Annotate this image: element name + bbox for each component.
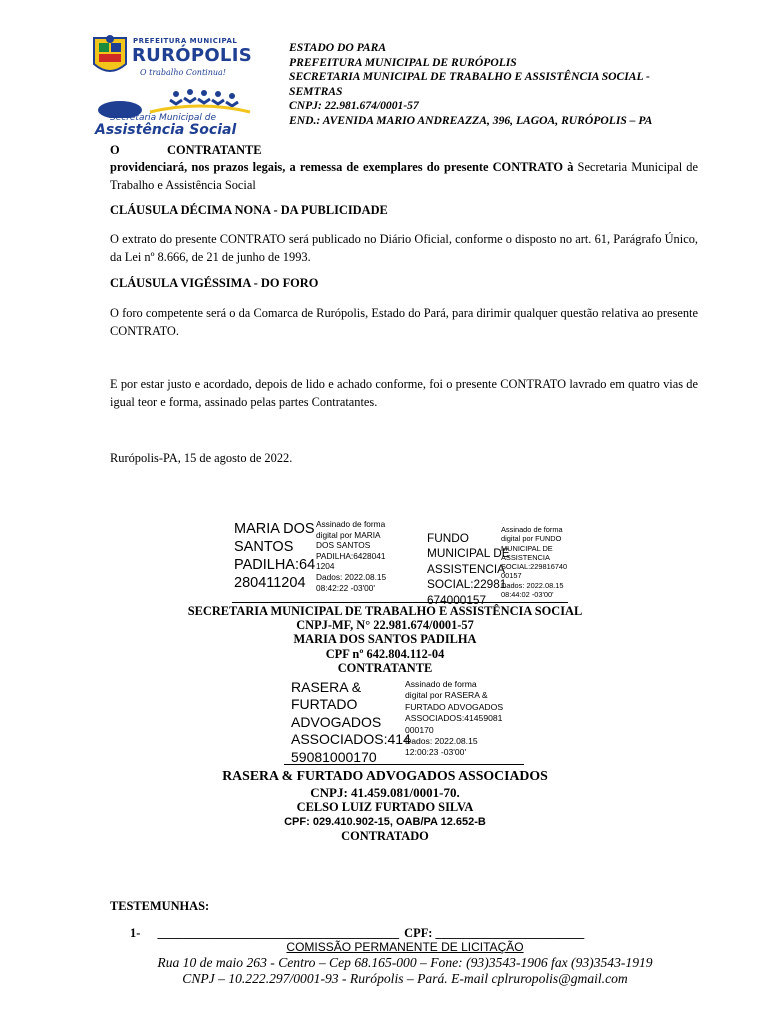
witness-number: 1- (130, 926, 141, 940)
sig-detail-line: Assinado de forma (316, 519, 386, 529)
signer-name-line: FURTADO (291, 696, 358, 713)
letterhead-line: END.: AVENIDA MARIO ANDREAZZA, 396, LAGOA, RURÓPOLIS – PA (289, 113, 653, 127)
sig-detail-line: ASSISTENCIA (501, 552, 550, 562)
signer-name-line: MUNICIPAL DE (427, 546, 510, 561)
contratante-label: CONTRATANTE (167, 143, 262, 157)
contratante-line: CNPJ-MF, N° 22.981.674/0001-57 (296, 618, 474, 633)
footer-commission: COMISSÃO PERMANENTE DE LICITAÇÃO (286, 940, 524, 954)
o-label: O (110, 143, 120, 157)
letterhead-line: CNPJ: 22.981.674/0001-57 (289, 99, 419, 113)
sig-detail-line: Dados: 2022.08.15 (316, 571, 387, 582)
assistencia-logo-line1: Secretaria Municipal de (110, 113, 217, 123)
footer-contact: CNPJ – 10.222.297/0001-93 - Rurópolis – Pará. E-mail cplruropolis@gmail.com (182, 971, 628, 986)
remessa-rest-text: Secretaria Municipal de Trabalho e Assistência Social (110, 160, 698, 192)
sig-detail-line: digital por MARIA (316, 529, 381, 540)
contratado-role: CONTRATADO (341, 829, 429, 843)
signature-maria (234, 520, 315, 592)
sig-detail-line: 08:44:02 -03'00' (501, 590, 554, 600)
witness-line-1 (130, 926, 584, 941)
signature-fundo (427, 531, 510, 608)
sig-detail-line: 1204 (316, 561, 335, 572)
date-line: Rurópolis-PA, 15 de agosto de 2022. (110, 451, 293, 465)
testemunhas-title: TESTEMUNHAS: (110, 899, 210, 913)
prefeitura-logo (90, 34, 250, 82)
sig-detail-line: Assinado de forma (501, 525, 563, 534)
contratante-line: MARIA DOS SANTOS PADILHA (293, 632, 477, 647)
sig-detail-line: DOS SANTOS (316, 540, 371, 551)
sig-detail-line: Dados: 2022.08.15 (501, 580, 564, 590)
contratado-person: CELSO LUIZ FURTADO SILVA (296, 800, 474, 814)
sig-detail-line: digital por RASERA & (405, 690, 488, 701)
signature-rasera (291, 679, 411, 766)
signer-name-line: PADILHA:64 (234, 557, 316, 573)
signer-name-line: RASERA & (291, 679, 362, 695)
closing-paragraph: E por estar justo e acordado, depois de lido e achado conforme, foi o presente CONTRATO lavrado em quatro vias de igual teor e forma, assinado pelas partes Contratantes. (110, 377, 698, 409)
signer-name-line: 674000157 (427, 592, 487, 607)
letterhead-line: PREFEITURA MUNICIPAL DE RURÓPOLIS (289, 55, 517, 69)
sig-detail-line: Assinado de forma (405, 679, 477, 689)
sig-detail-line: 12:00:23 -03'00' (405, 747, 467, 758)
remessa-bold-text: providenciará, nos prazos legais, a remessa de exemplares do presente CONTRATO à (110, 160, 574, 174)
sig-detail-line: 000170 (405, 724, 434, 735)
sig-detail-line: PADILHA:6428041 (316, 550, 386, 561)
signature-line (284, 764, 524, 765)
witness-cpf-blank: ________________________ (435, 926, 585, 940)
signer-name-line: 280411204 (234, 575, 306, 591)
signer-name-line: MARIA DOS (234, 521, 315, 537)
sig-detail-line: Dados: 2022.08.15 (405, 736, 478, 747)
signer-name-line: ASSISTENCIA (427, 561, 506, 576)
sig-detail-line: SOCIAL:229816740 (501, 562, 568, 572)
signer-name-line: ADVOGADOS (291, 713, 382, 730)
sig-detail-line: MUNICIPAL DE (501, 543, 553, 553)
assistencia-logo-line2: Assistência Social (95, 122, 237, 138)
prefeitura-logo-slogan: O trabalho Continua! (140, 68, 227, 77)
clausula-20-title: CLÁUSULA VIGÉSSIMA - DO FORO (110, 276, 319, 290)
contratante-line: SECRETARIA MUNICIPAL DE TRABALHO E ASSISTÊNCIA SOCIAL (187, 604, 583, 618)
signature-fundo-details (501, 525, 567, 599)
remessa-paragraph (110, 158, 698, 194)
contratante-line: CONTRATANTE (337, 660, 433, 675)
clausula-19-text: O extrato do presente CONTRATO será publicado no Diário Oficial, conforme o disposto no art. 61, Parágrafo Único, da Lei nº 8.666, de 21 de junho de 1993. (110, 232, 698, 264)
clausula-19-title: CLÁUSULA DÉCIMA NONA - DA PUBLICIDADE (110, 203, 388, 217)
contratante-line: CPF nº 642.804.112-04 (325, 646, 445, 661)
sig-detail-line: digital por FUNDO (501, 534, 562, 544)
signer-name (234, 520, 315, 592)
prefeitura-logo-top-text: PREFEITURA MUNICIPAL (133, 37, 238, 45)
letterhead (289, 41, 709, 129)
sig-detail-line: ASSOCIADOS:41459081 (405, 713, 503, 724)
letterhead-line: ESTADO DO PARA (289, 41, 387, 54)
sig-detail-line: 00157 (501, 571, 522, 581)
assistencia-social-logo (90, 88, 255, 138)
signature-line (232, 602, 568, 603)
sig-detail-line: FURTADO ADVOGADOS (405, 701, 504, 712)
signer-name-line: SOCIAL:22981 (427, 577, 507, 592)
witness-cpf-label: CPF: (404, 926, 433, 940)
prefeitura-logo-name: RURÓPOLIS (132, 45, 252, 66)
clausula-20-text: O foro competente será o da Comarca de Rurópolis, Estado do Pará, para dirimir qualquer questão relativa ao presente CONTRATO. (110, 306, 698, 338)
letterhead-line: SEMTRAS (289, 84, 343, 98)
contratado-name: RASERA & FURTADO ADVOGADOS ASSOCIADOS (222, 768, 548, 783)
contratado-cnpj: CNPJ: 41.459.081/0001-70. (310, 785, 460, 800)
contratante-block (0, 604, 770, 675)
signature-maria-details (316, 519, 386, 593)
footer-address: Rua 10 de maio 263 - Centro – Cep 68.165-000 – Fone: (93)3543-1906 fax (93)3543-1919 (157, 955, 653, 970)
letterhead-line: SECRETARIA MUNICIPAL DE TRABALHO E ASSISTÊNCIA SOCIAL - (289, 70, 650, 84)
contratado-cpf: CPF: 029.410.902-15, OAB/PA 12.652-B (284, 816, 486, 828)
signer-name-line: FUNDO (427, 531, 469, 545)
signer-name-line: 59081000170 (291, 748, 377, 765)
sig-detail-line: 08:42:22 -03'00' (316, 582, 375, 593)
signer-name-line: ASSOCIADOS:414 (291, 731, 411, 748)
signature-rasera-details (405, 679, 503, 759)
signer-name-line: SANTOS (234, 539, 294, 555)
witness-signature-blank: _______________________________________ (157, 926, 400, 940)
